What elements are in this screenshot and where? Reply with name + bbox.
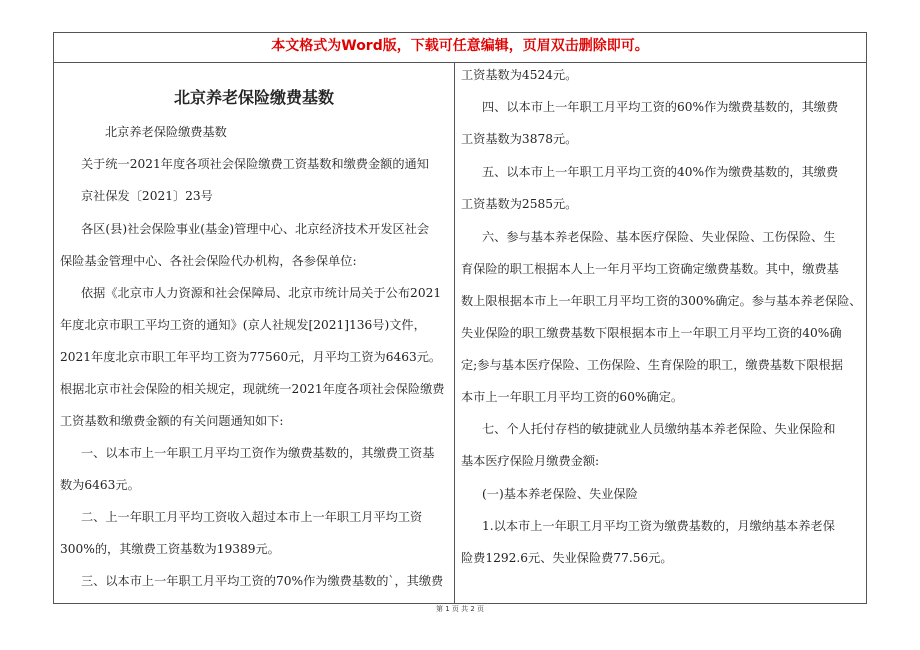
document-title: 北京养老保险缴费基数 <box>173 88 334 107</box>
right-line: 四、以本市上一年职工月平均工资的60%作为缴费基数的，其缴费 <box>482 100 839 114</box>
right-line: 定;参与基本医疗保险、工伤保险、生育保险的职工，缴费基数下限根据 <box>461 358 843 372</box>
left-line: 保险基金管理中心、各社会保险代办机构，各参保单位: <box>60 254 357 268</box>
left-line: 二、上一年职工月平均工资收入超过本市上一年职工月平均工资 <box>81 510 423 524</box>
right-line: 险费1292.6元、失业保险费77.56元。 <box>461 551 673 565</box>
left-line: 300%的，其缴费工资基数为19389元。 <box>60 542 280 556</box>
right-line: 失业保险的职工缴费基数下限根据本市上一年职工月平均工资的40%确 <box>461 326 842 340</box>
left-line: 北京养老保险缴费基数 <box>105 125 227 139</box>
left-line: 一、以本市上一年职工月平均工资作为缴费基数的，其缴费工资基 <box>81 446 435 460</box>
right-line: 六、参与基本养老保险、基本医疗保险、失业保险、工伤保险、生 <box>482 230 836 244</box>
right-line: 1.以本市上一年职工月平均工资为缴费基数的，月缴纳基本养老保 <box>482 519 835 533</box>
left-line: 三、以本市上一年职工月平均工资的70%作为缴费基数的`，其缴费 <box>81 574 444 588</box>
left-line: 工资基数和缴费金额的有关问题通知如下: <box>60 414 284 428</box>
column-divider <box>454 62 455 604</box>
right-line: 工资基数为3878元。 <box>461 132 578 146</box>
left-line: 各区(县)社会保险事业(基金)管理中心、北京经济技术开发区社会 <box>81 222 430 236</box>
right-line: 五、以本市上一年职工月平均工资的40%作为缴费基数的，其缴费 <box>482 165 839 179</box>
right-line: 七、个人托付存档的敏捷就业人员缴纳基本养老保险、失业保险和 <box>482 422 836 436</box>
right-line: 育保险的职工根据本人上一年月平均工资确定缴费基数。其中，缴费基 <box>461 262 839 276</box>
left-line: 关于统一2021年度各项社会保险缴费工资基数和缴费金额的通知 <box>81 157 429 171</box>
page-number: 第 1 页 共 2 页 <box>435 605 485 613</box>
left-line: 根据北京市社会保险的相关规定，现就统一2021年度各项社会保险缴费 <box>60 382 445 396</box>
right-line: 工资基数为2585元。 <box>461 197 578 211</box>
right-line: (一)基本养老保险、失业保险 <box>482 487 638 501</box>
left-line: 依据《北京市人力资源和社会保障局、北京市统计局关于公布2021 <box>81 286 442 300</box>
left-line: 京社保发〔2021〕23号 <box>81 189 213 203</box>
left-line: 2021年度北京市职工年平均工资为77560元，月平均工资为6463元。 <box>60 350 442 364</box>
right-line: 基本医疗保险月缴费金额: <box>461 454 600 468</box>
left-line: 年度北京市职工平均工资的通知》(京人社规发[2021]136号)文件， <box>60 318 426 332</box>
right-line: 本市上一年职工月平均工资的60%确定。 <box>461 390 684 404</box>
right-line: 数上限根据本市上一年职工月平均工资的300%确定。参与基本养老保险、 <box>461 294 862 308</box>
left-line: 数为6463元。 <box>60 478 140 492</box>
header-rule <box>53 62 867 63</box>
edit-notice: 本文格式为Word版，下载可任意编辑，页眉双击删除即可。 <box>271 38 649 54</box>
right-line: 工资基数为4524元。 <box>461 68 578 82</box>
